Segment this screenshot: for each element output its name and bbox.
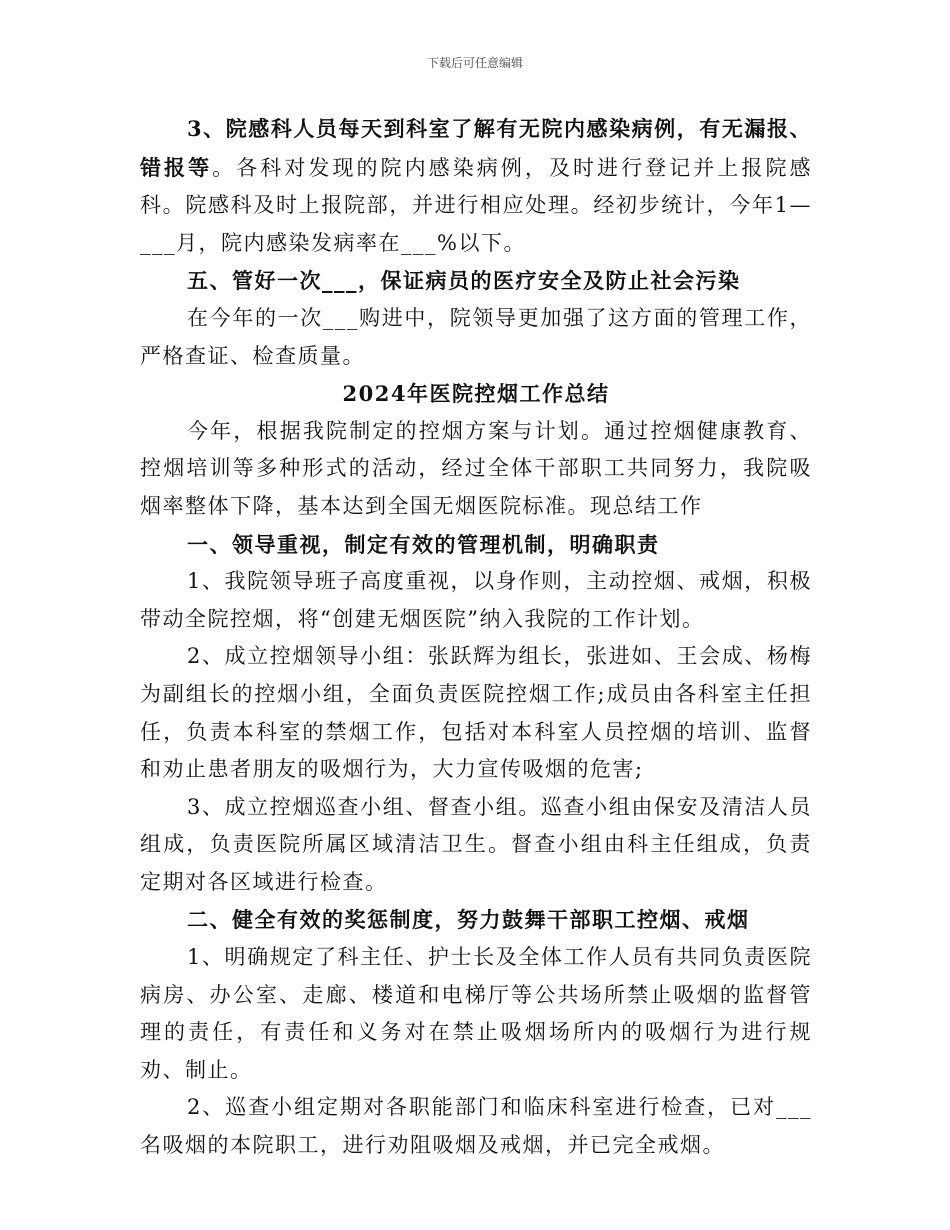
paragraph-item-1: 1、我院领导班子高度重视，以身作则，主动控烟、戒烟，积极带动全院控烟，将“创建无烟医院”纳入我院的工作计划。 [140, 569, 812, 631]
document-title: 2024年医院控烟工作总结 [342, 381, 610, 407]
paragraph-purchase: 在今年的一次___购进中，院领导更加强了这方面的管理工作，严格查证、检查质量。 [140, 305, 812, 368]
paragraph-rule-2: 2、巡查小组定期对各职能部门和临床科室进行检查，已对___名吸烟的本院职工，进行劝阻吸烟及戒烟，并已完全戒烟。 [140, 1095, 812, 1158]
paragraph-intro: 今年，根据我院制定的控烟方案与计划。通过控烟健康教育、控烟培训等多种形式的活动，经过全体干部职工共同努力，我院吸烟率整体下降，基本达到全国无烟医院标准。现总结工作 [140, 418, 812, 518]
paragraph-item-2: 2、成立控烟领导小组：张跃辉为组长，张进如、王会成、杨梅为副组长的控烟小组，全面负责医院控烟工作;成员由各科室主任担任，负责本科室的禁烟工作，包括对本科室人员控烟的培训、监督和劝止患者朋友的吸烟行为，大力宣传吸烟的危害; [140, 644, 812, 782]
paragraph-item-3: 3、成立控烟巡查小组、督查小组。巡查小组由保安及清洁人员组成，负责医院所属区域清洁卫生。督查小组由科主任组成，负责定期对各区域进行检查。 [140, 794, 812, 894]
paragraph-infection-report [140, 110, 812, 262]
document-body [140, 110, 812, 1165]
section-heading-five: 五、管好一次___，保证病员的医疗安全及防止社会污染 [187, 268, 741, 294]
paragraph-bold-prefix: 3、院感科人员每天到科室了解有无院内感染病例，有无漏报、错报等 [140, 116, 812, 180]
section-heading-one: 一、领导重视，制定有效的管理机制，明确职责 [187, 531, 660, 557]
paragraph-text: 。各科对发现的院内感染病例，及时进行登记并上报院感科。院感科及时上报院部，并进行相应处理。经初步统计，今年1—___月，院内感染发病率在___%以下。 [140, 155, 813, 255]
page-header: 下载后可任意编辑 [426, 56, 523, 70]
section-heading-two: 二、健全有效的奖惩制度，努力鼓舞干部职工控烟、戒烟 [187, 907, 750, 933]
paragraph-rule-1: 1、明确规定了科主任、护士长及全体工作人员有共同负责医院病房、办公室、走廊、楼道和电梯厅等公共场所禁止吸烟的监督管理的责任，有责任和义务对在禁止吸烟场所内的吸烟行为进行规劝、制止。 [140, 945, 812, 1082]
